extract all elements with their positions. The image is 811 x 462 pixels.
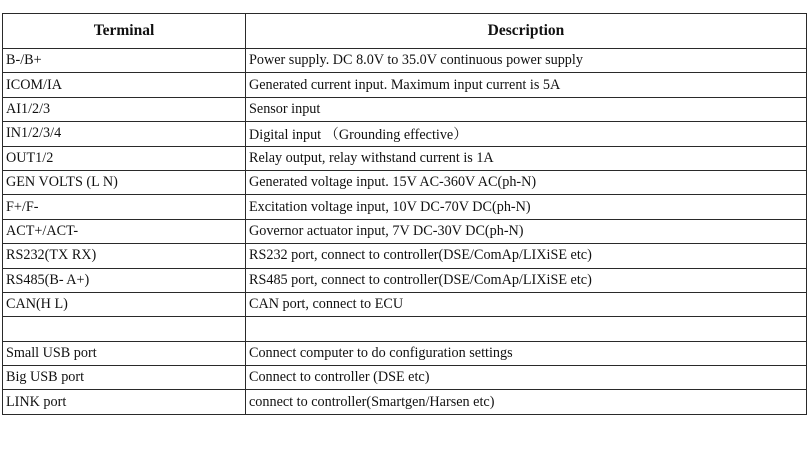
terminal-column-header: Terminal (3, 14, 246, 49)
table-row (3, 390, 807, 414)
empty-spacer-row (3, 317, 807, 341)
terminal-spec-sheet (2, 13, 806, 454)
description-cell: Generated current input. Maximum input current is 5A (246, 73, 807, 97)
table-row (3, 49, 807, 73)
table-row (3, 366, 807, 390)
description-cell (246, 317, 807, 341)
table-row (3, 292, 807, 316)
table-header-row (3, 14, 807, 49)
description-cell: Connect to controller (DSE etc) (246, 366, 807, 390)
description-cell: Power supply. DC 8.0V to 35.0V continuous power supply (246, 49, 807, 73)
description-cell: Sensor input (246, 97, 807, 121)
terminal-cell (3, 317, 246, 341)
table-row (3, 97, 807, 121)
description-cell: connect to controller(Smartgen/Harsen etc) (246, 390, 807, 414)
description-cell: Governor actuator input, 7V DC-30V DC(ph-N) (246, 219, 807, 243)
terminal-cell: IN1/2/3/4 (3, 122, 246, 146)
terminal-cell: RS485(B- A+) (3, 268, 246, 292)
description-cell: Relay output, relay withstand current is 1A (246, 146, 807, 170)
table-row (3, 268, 807, 292)
terminal-cell: CAN(H L) (3, 292, 246, 316)
terminal-cell: ACT+/ACT- (3, 219, 246, 243)
description-cell: RS232 port, connect to controller(DSE/ComAp/LIXiSE etc) (246, 244, 807, 268)
table-row (3, 170, 807, 194)
table-row (3, 219, 807, 243)
terminal-cell: Big USB port (3, 366, 246, 390)
terminal-cell: GEN VOLTS (L N) (3, 170, 246, 194)
table-row (3, 195, 807, 219)
terminal-cell: F+/F- (3, 195, 246, 219)
terminal-cell: AI1/2/3 (3, 97, 246, 121)
terminal-cell: ICOM/IA (3, 73, 246, 97)
terminal-cell: OUT1/2 (3, 146, 246, 170)
terminal-description-table (2, 13, 807, 415)
terminal-cell: B-/B+ (3, 49, 246, 73)
description-cell: Generated voltage input. 15V AC-360V AC(ph-N) (246, 170, 807, 194)
table-row (3, 341, 807, 365)
description-cell: Excitation voltage input, 10V DC-70V DC(ph-N) (246, 195, 807, 219)
description-cell: RS485 port, connect to controller(DSE/ComAp/LIXiSE etc) (246, 268, 807, 292)
table-row (3, 146, 807, 170)
description-column-header: Description (246, 14, 807, 49)
table-row (3, 73, 807, 97)
table-row (3, 122, 807, 146)
description-cell: CAN port, connect to ECU (246, 292, 807, 316)
terminal-cell: Small USB port (3, 341, 246, 365)
description-cell: Digital input （Grounding effective） (246, 122, 807, 146)
terminal-cell: LINK port (3, 390, 246, 414)
description-cell: Connect computer to do configuration settings (246, 341, 807, 365)
table-row (3, 244, 807, 268)
terminal-cell: RS232(TX RX) (3, 244, 246, 268)
